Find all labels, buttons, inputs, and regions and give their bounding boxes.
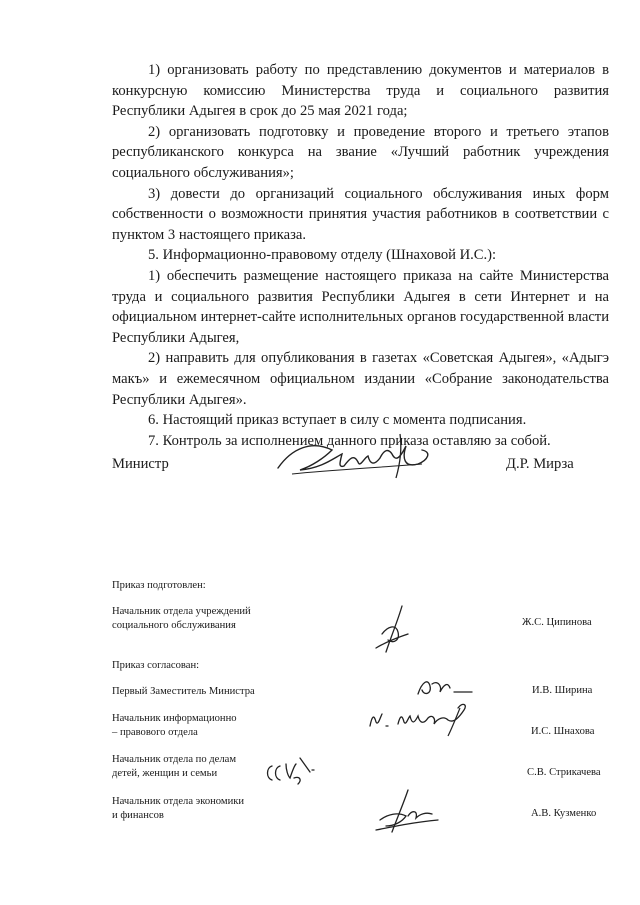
prepared-signature-image bbox=[372, 604, 412, 656]
paragraph-1-2: 2) организовать подготовку и проведение второго и третьего этапов республиканского конкурса на звание «Лучший работник учреждения социального обслуживания»; bbox=[112, 123, 609, 181]
approved-entry-4-name: А.В. Кузменко bbox=[531, 808, 597, 819]
approved-entry-2-line1: Начальник информационно bbox=[112, 713, 237, 724]
approved-entry-2-position bbox=[112, 712, 237, 740]
approved-entry-1-position bbox=[112, 685, 255, 699]
prepared-position-line1: Начальник отдела учреждений bbox=[112, 606, 251, 617]
prepared-heading: Приказ подготовлен: bbox=[112, 580, 206, 591]
approved-4-signature-image bbox=[372, 786, 442, 836]
paragraph-5: 5. Информационно-правовому отделу (Шнаховой И.С.): bbox=[148, 247, 497, 264]
approved-entry-3-line1: Начальник отдела по делам bbox=[112, 754, 237, 765]
approved-entry-1-line1: Первый Заместитель Министра bbox=[112, 686, 255, 697]
approved-entry-3-position bbox=[112, 753, 236, 781]
approved-entry-2-name: И.С. Шнахова bbox=[531, 726, 595, 737]
prepared-name: Ж.С. Ципинова bbox=[522, 617, 592, 628]
minister-name: Д.Р. Мирза bbox=[506, 456, 574, 472]
prepared-position bbox=[112, 605, 251, 633]
approved-entry-3-line2: детей, женщин и семьи bbox=[112, 767, 218, 779]
approved-heading: Приказ согласован: bbox=[112, 660, 200, 671]
order-body bbox=[112, 60, 609, 451]
approved-entry-1-name: И.В. Ширина bbox=[532, 685, 593, 696]
prepared-position-line2: социального обслуживания bbox=[112, 619, 236, 631]
approved-2-signature-image bbox=[364, 696, 484, 738]
approved-entry-4-line1: Начальник отдела экономики bbox=[112, 796, 245, 807]
approved-entry-3-name: С.В. Стрикачева bbox=[527, 767, 601, 778]
paragraph-6: 6. Настоящий приказ вступает в силу с момента подписания. bbox=[148, 412, 527, 429]
paragraph-7: 7. Контроль за исполнением данного приказа оставляю за собой. bbox=[148, 432, 551, 449]
approved-entry-2-line2: – правового отдела bbox=[112, 726, 198, 738]
paragraph-1-1: 1) организовать работу по представлению документов и материалов в конкурсную комиссию Министерства труда и социального развития Республики Адыгея в срок до 25 мая 2021 года; bbox=[112, 62, 609, 120]
paragraph-1-3: 3) довести до организаций социального обслуживания иных форм собственности о возможности принятия участия работников в соответствии с пунктом 3 настоящего приказа. bbox=[112, 185, 609, 243]
paragraph-5-2: 2) направить для опубликования в газетах «Советская Адыгея», «Адыгэ макъ» и ежемесячном официальном издании «Собрание законодательства Республики Адыгея». bbox=[112, 350, 609, 408]
approved-3-signature-image bbox=[262, 754, 322, 788]
approved-entry-4-line2: и финансов bbox=[112, 809, 164, 821]
minister-title: Министр bbox=[112, 456, 169, 472]
minister-signature-image bbox=[272, 428, 442, 484]
paragraph-5-1: 1) обеспечить размещение настоящего приказа на сайте Министерства труда и социального развития Республики Адыгея в сети Интернет и на официальном интернет-сайте исполнительных органов государственной власти Республики Адыгея, bbox=[112, 267, 609, 346]
approved-entry-4-position bbox=[112, 795, 244, 823]
